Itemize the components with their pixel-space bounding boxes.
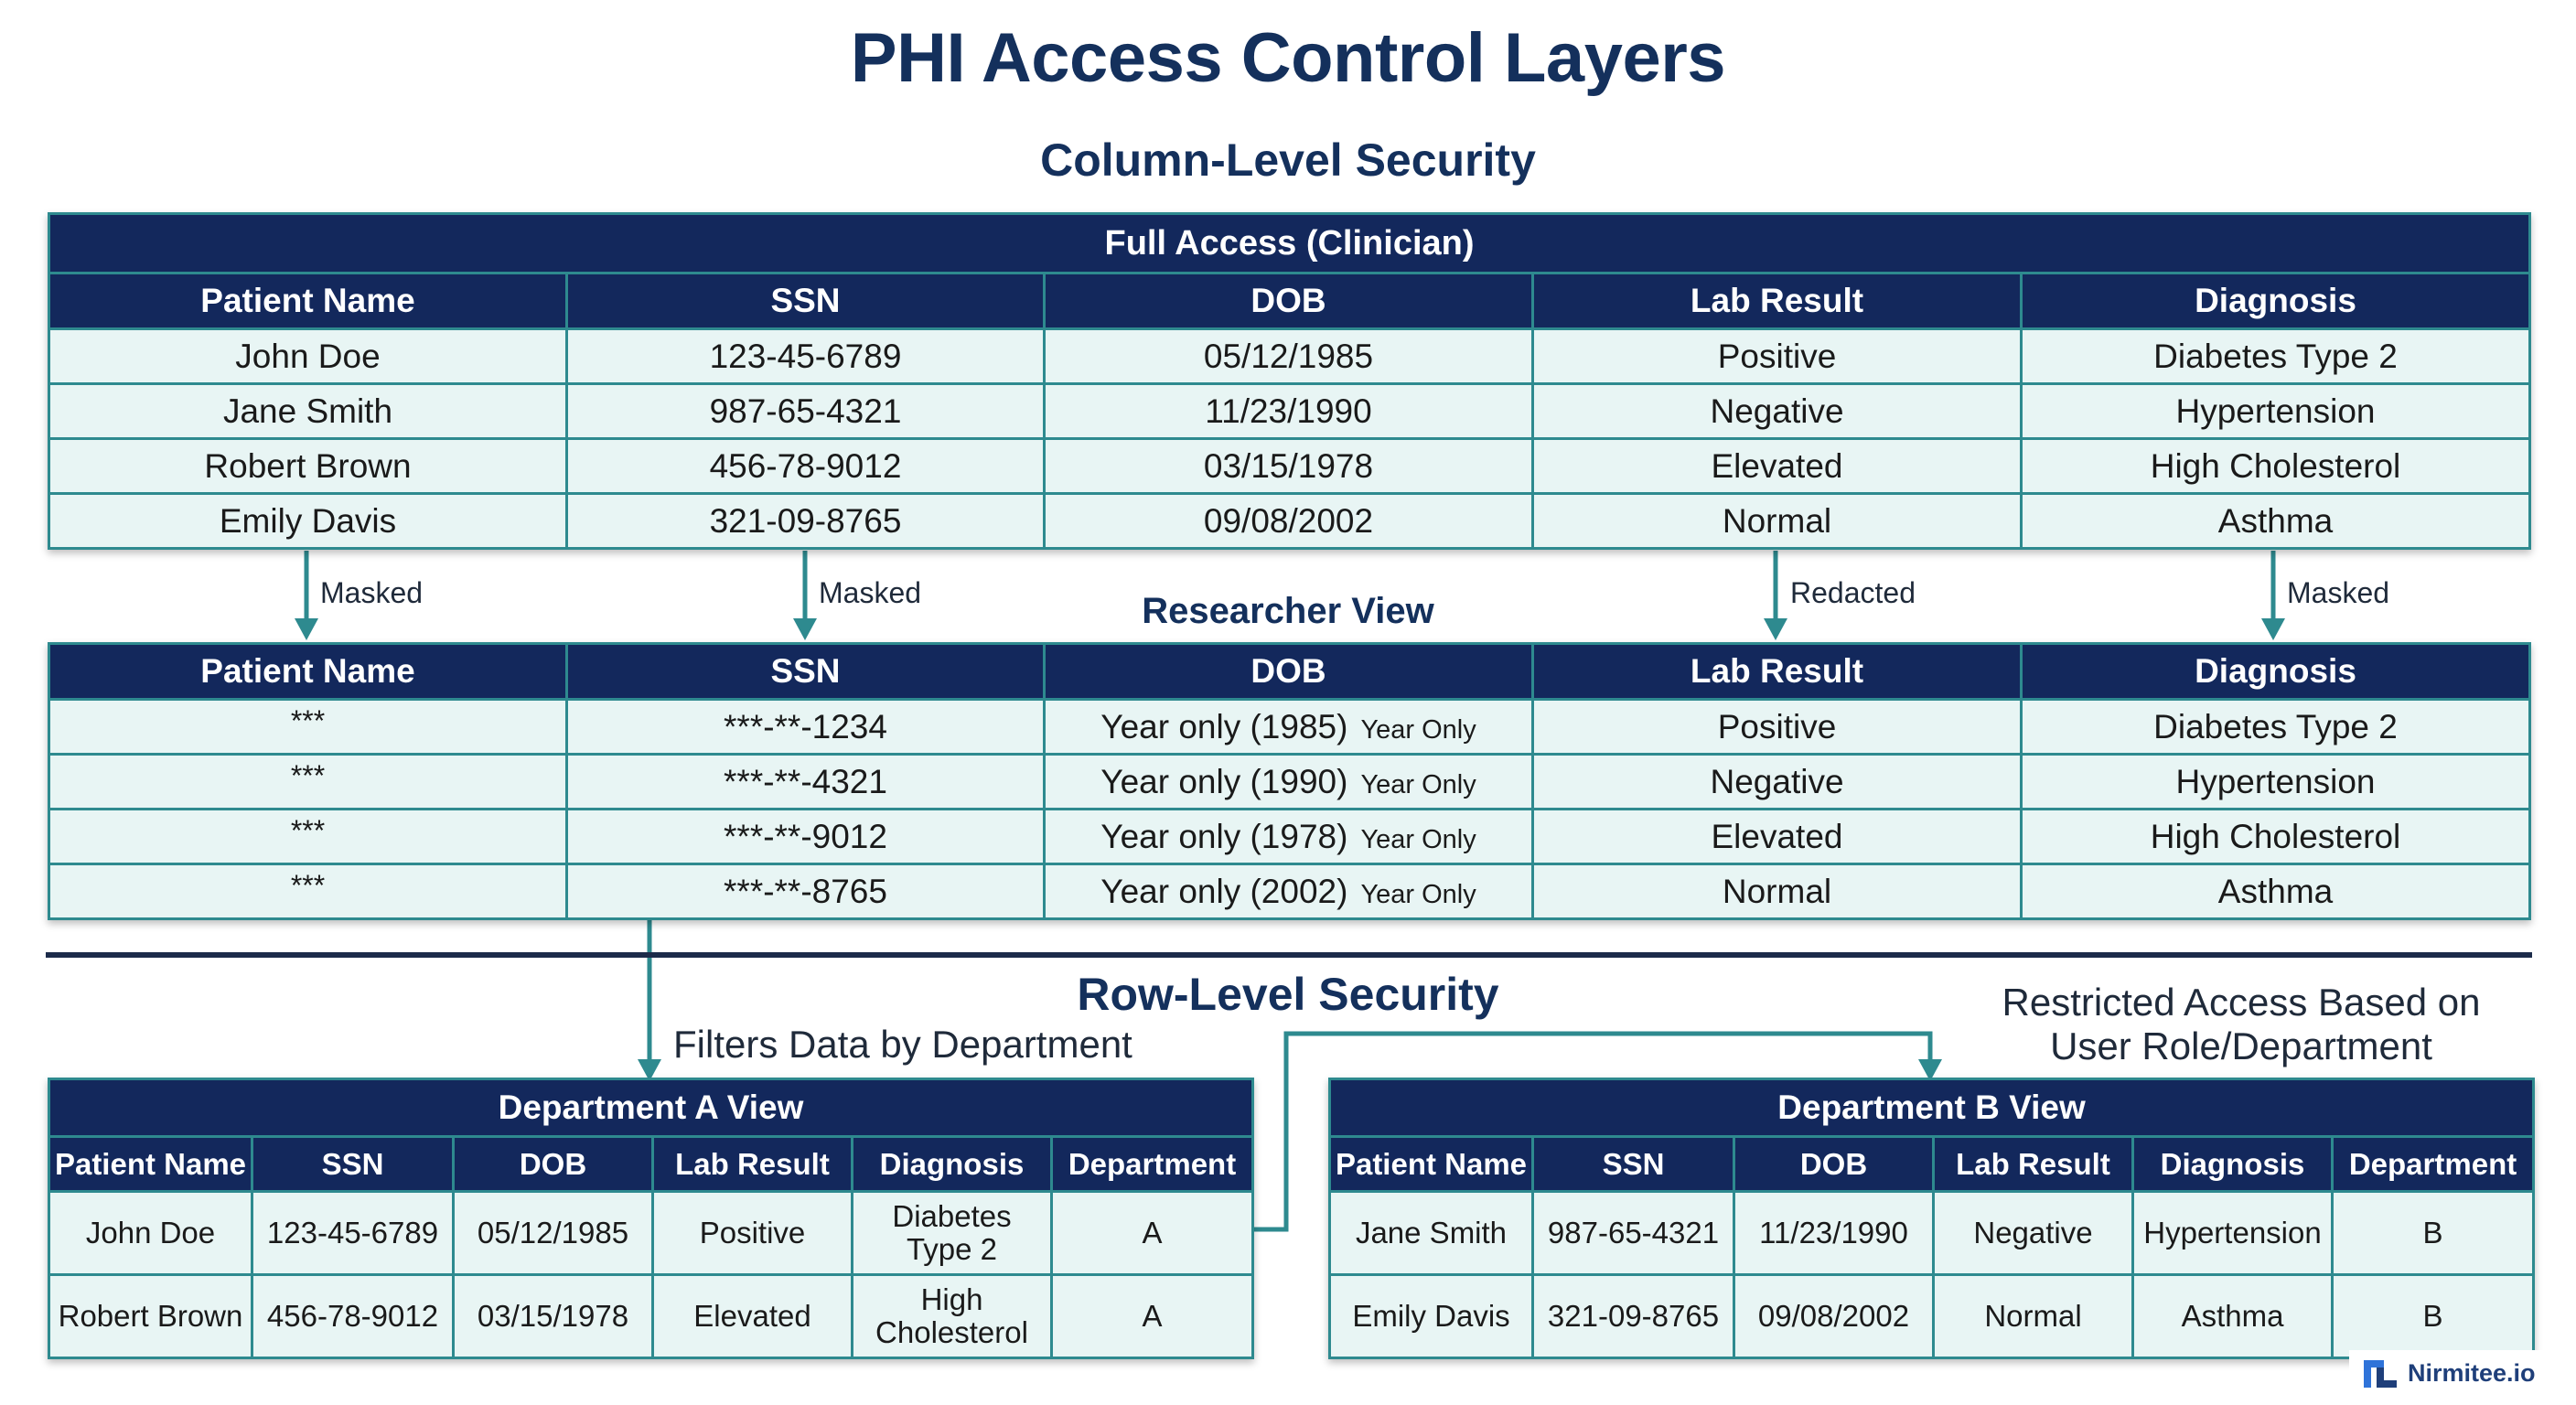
cell-lab-result: Positive bbox=[653, 1192, 853, 1275]
cell-ssn: 321-09-8765 bbox=[1533, 1275, 1734, 1358]
col-header-ssn: SSN bbox=[567, 273, 1045, 329]
full-access-table bbox=[48, 212, 2531, 550]
brand-name: Nirmitee.io bbox=[2408, 1358, 2536, 1387]
col-header-patient-name: Patient Name bbox=[49, 644, 567, 700]
cell-lab-result: Negative bbox=[1934, 1192, 2133, 1275]
table-row bbox=[49, 329, 2530, 384]
masked-name-value: *** bbox=[290, 758, 326, 792]
cell-diagnosis: Asthma bbox=[2022, 864, 2530, 919]
table-row bbox=[49, 864, 2530, 919]
cell-diagnosis: Asthma bbox=[2022, 494, 2530, 549]
cell-dob-year bbox=[1045, 700, 1533, 755]
col-header-lab-result: Lab Result bbox=[1533, 273, 2022, 329]
cell-diagnosis bbox=[853, 1275, 1052, 1358]
department-a-table bbox=[48, 1078, 1254, 1359]
table-row bbox=[49, 384, 2530, 439]
dob-year-value: Year only (1990) bbox=[1100, 762, 1348, 800]
table-row bbox=[49, 700, 2530, 755]
dob-year-value: Year only (1978) bbox=[1100, 817, 1348, 855]
brand-logo bbox=[2349, 1350, 2552, 1396]
cell-masked-ssn: ***-**-9012 bbox=[567, 810, 1045, 864]
cell-masked-name bbox=[49, 755, 567, 810]
cell-masked-ssn: ***-**-8765 bbox=[567, 864, 1045, 919]
col-header-patient-name: Patient Name bbox=[1330, 1137, 1533, 1192]
cell-masked-name bbox=[49, 700, 567, 755]
cell-dob-year bbox=[1045, 864, 1533, 919]
table-row bbox=[49, 810, 2530, 864]
masked-name-value: *** bbox=[290, 868, 326, 902]
arrow-label-name: Masked bbox=[320, 576, 424, 609]
table-row bbox=[49, 1275, 1253, 1358]
arrow-label-diagnosis: Masked bbox=[2287, 576, 2390, 609]
cell-lab-result: Elevated bbox=[653, 1275, 853, 1358]
cell-dob: 03/15/1978 bbox=[454, 1275, 653, 1358]
cell-ssn: 321-09-8765 bbox=[567, 494, 1045, 549]
masked-name-value: *** bbox=[290, 813, 326, 847]
col-header-ssn: SSN bbox=[567, 644, 1045, 700]
brand-mark-icon bbox=[2362, 1357, 2399, 1389]
department-b-caption: Department B View bbox=[1330, 1079, 2534, 1137]
cell-diagnosis: High Cholesterol bbox=[2022, 439, 2530, 494]
cell-diagnosis: Diabetes Type 2 bbox=[2022, 329, 2530, 384]
diagnosis-line2: Type 2 bbox=[906, 1232, 998, 1266]
cell-department: A bbox=[1052, 1192, 1253, 1275]
cell-dob: 05/12/1985 bbox=[1045, 329, 1533, 384]
cell-masked-ssn: ***-**-4321 bbox=[567, 755, 1045, 810]
col-header-diagnosis: Diagnosis bbox=[2022, 644, 2530, 700]
cell-lab-result: Positive bbox=[1533, 700, 2022, 755]
col-header-department: Department bbox=[2333, 1137, 2534, 1192]
cell-lab-result: Normal bbox=[1533, 494, 2022, 549]
col-header-dob: DOB bbox=[454, 1137, 653, 1192]
department-a-caption: Department A View bbox=[49, 1079, 1253, 1137]
cell-dob: 05/12/1985 bbox=[454, 1192, 653, 1275]
table-row bbox=[1330, 1275, 2534, 1358]
col-header-ssn: SSN bbox=[252, 1137, 454, 1192]
cell-masked-name bbox=[49, 810, 567, 864]
year-only-tag: Year Only bbox=[1360, 769, 1476, 799]
row-level-title: Row-Level Security bbox=[1077, 969, 1499, 1020]
col-header-dob: DOB bbox=[1045, 644, 1533, 700]
cell-ssn: 123-45-6789 bbox=[252, 1192, 454, 1275]
cell-lab-result: Elevated bbox=[1533, 810, 2022, 864]
cell-lab-result: Positive bbox=[1533, 329, 2022, 384]
col-header-patient-name: Patient Name bbox=[49, 1137, 252, 1192]
col-header-diagnosis: Diagnosis bbox=[853, 1137, 1052, 1192]
cell-diagnosis: Hypertension bbox=[2133, 1192, 2333, 1275]
col-header-lab-result: Lab Result bbox=[1533, 644, 2022, 700]
cell-diagnosis: Hypertension bbox=[2022, 755, 2530, 810]
cell-patient-name: Jane Smith bbox=[49, 384, 567, 439]
cell-ssn: 987-65-4321 bbox=[567, 384, 1045, 439]
table-row bbox=[49, 494, 2530, 549]
cell-patient-name: Robert Brown bbox=[49, 1275, 252, 1358]
cell-patient-name: Jane Smith bbox=[1330, 1192, 1533, 1275]
col-header-dob: DOB bbox=[1045, 273, 1533, 329]
col-header-lab-result: Lab Result bbox=[1934, 1137, 2133, 1192]
cell-diagnosis: Hypertension bbox=[2022, 384, 2530, 439]
cell-lab-result: Elevated bbox=[1533, 439, 2022, 494]
cell-lab-result: Normal bbox=[1934, 1275, 2133, 1358]
dob-year-value: Year only (1985) bbox=[1100, 707, 1348, 745]
col-header-diagnosis: Diagnosis bbox=[2022, 273, 2530, 329]
cell-patient-name: Robert Brown bbox=[49, 439, 567, 494]
cell-dob: 09/08/2002 bbox=[1045, 494, 1533, 549]
col-header-diagnosis: Diagnosis bbox=[2133, 1137, 2333, 1192]
cell-lab-result: Negative bbox=[1533, 384, 2022, 439]
cell-diagnosis: High Cholesterol bbox=[2022, 810, 2530, 864]
cell-dob: 11/23/1990 bbox=[1045, 384, 1533, 439]
cell-patient-name: Emily Davis bbox=[1330, 1275, 1533, 1358]
cell-dob-year bbox=[1045, 810, 1533, 864]
restricted-note-line2: User Role/Department bbox=[2050, 1024, 2432, 1067]
column-level-title: Column-Level Security bbox=[1040, 134, 1536, 186]
cell-department: B bbox=[2333, 1275, 2534, 1358]
cell-ssn: 123-45-6789 bbox=[567, 329, 1045, 384]
restricted-note-line1: Restricted Access Based on bbox=[2002, 981, 2481, 1024]
cell-dob-year bbox=[1045, 755, 1533, 810]
col-header-patient-name: Patient Name bbox=[49, 273, 567, 329]
researcher-view-table bbox=[48, 642, 2531, 920]
masked-name-value: *** bbox=[290, 703, 326, 737]
page-title: PHI Access Control Layers bbox=[850, 19, 1726, 97]
diagnosis-line1: Diabetes bbox=[892, 1199, 1012, 1233]
dob-year-value: Year only (2002) bbox=[1100, 872, 1348, 910]
col-header-lab-result: Lab Result bbox=[653, 1137, 853, 1192]
year-only-tag: Year Only bbox=[1360, 714, 1476, 745]
cell-patient-name: Emily Davis bbox=[49, 494, 567, 549]
cell-diagnosis bbox=[853, 1192, 1052, 1275]
table-row bbox=[1330, 1192, 2534, 1275]
cell-lab-result: Normal bbox=[1533, 864, 2022, 919]
cell-masked-name bbox=[49, 864, 567, 919]
arrow-label-lab: Redacted bbox=[1790, 576, 1916, 609]
cell-department: A bbox=[1052, 1275, 1253, 1358]
table-row bbox=[49, 439, 2530, 494]
cell-lab-result: Negative bbox=[1533, 755, 2022, 810]
cell-ssn: 987-65-4321 bbox=[1533, 1192, 1734, 1275]
cell-dob: 03/15/1978 bbox=[1045, 439, 1533, 494]
diagnosis-line2: Cholesterol bbox=[875, 1315, 1028, 1349]
researcher-view-title: Researcher View bbox=[1142, 591, 1434, 631]
col-header-ssn: SSN bbox=[1533, 1137, 1734, 1192]
cell-patient-name: John Doe bbox=[49, 329, 567, 384]
filter-note: Filters Data by Department bbox=[673, 1023, 1132, 1066]
cell-ssn: 456-78-9012 bbox=[252, 1275, 454, 1358]
cell-diagnosis: Diabetes Type 2 bbox=[2022, 700, 2530, 755]
col-header-dob: DOB bbox=[1734, 1137, 1934, 1192]
cell-dob: 11/23/1990 bbox=[1734, 1192, 1934, 1275]
table-row bbox=[49, 755, 2530, 810]
year-only-tag: Year Only bbox=[1360, 824, 1476, 854]
cell-dob: 09/08/2002 bbox=[1734, 1275, 1934, 1358]
arrow-label-ssn: Masked bbox=[819, 576, 922, 609]
diagnosis-line1: High bbox=[920, 1282, 983, 1316]
cell-ssn: 456-78-9012 bbox=[567, 439, 1045, 494]
cell-diagnosis: Asthma bbox=[2133, 1275, 2333, 1358]
full-access-caption: Full Access (Clinician) bbox=[49, 214, 2530, 273]
department-b-table bbox=[1328, 1078, 2535, 1359]
year-only-tag: Year Only bbox=[1360, 879, 1476, 909]
cell-masked-ssn: ***-**-1234 bbox=[567, 700, 1045, 755]
cell-department: B bbox=[2333, 1192, 2534, 1275]
cell-patient-name: John Doe bbox=[49, 1192, 252, 1275]
col-header-department: Department bbox=[1052, 1137, 1253, 1192]
table-row bbox=[49, 1192, 1253, 1275]
